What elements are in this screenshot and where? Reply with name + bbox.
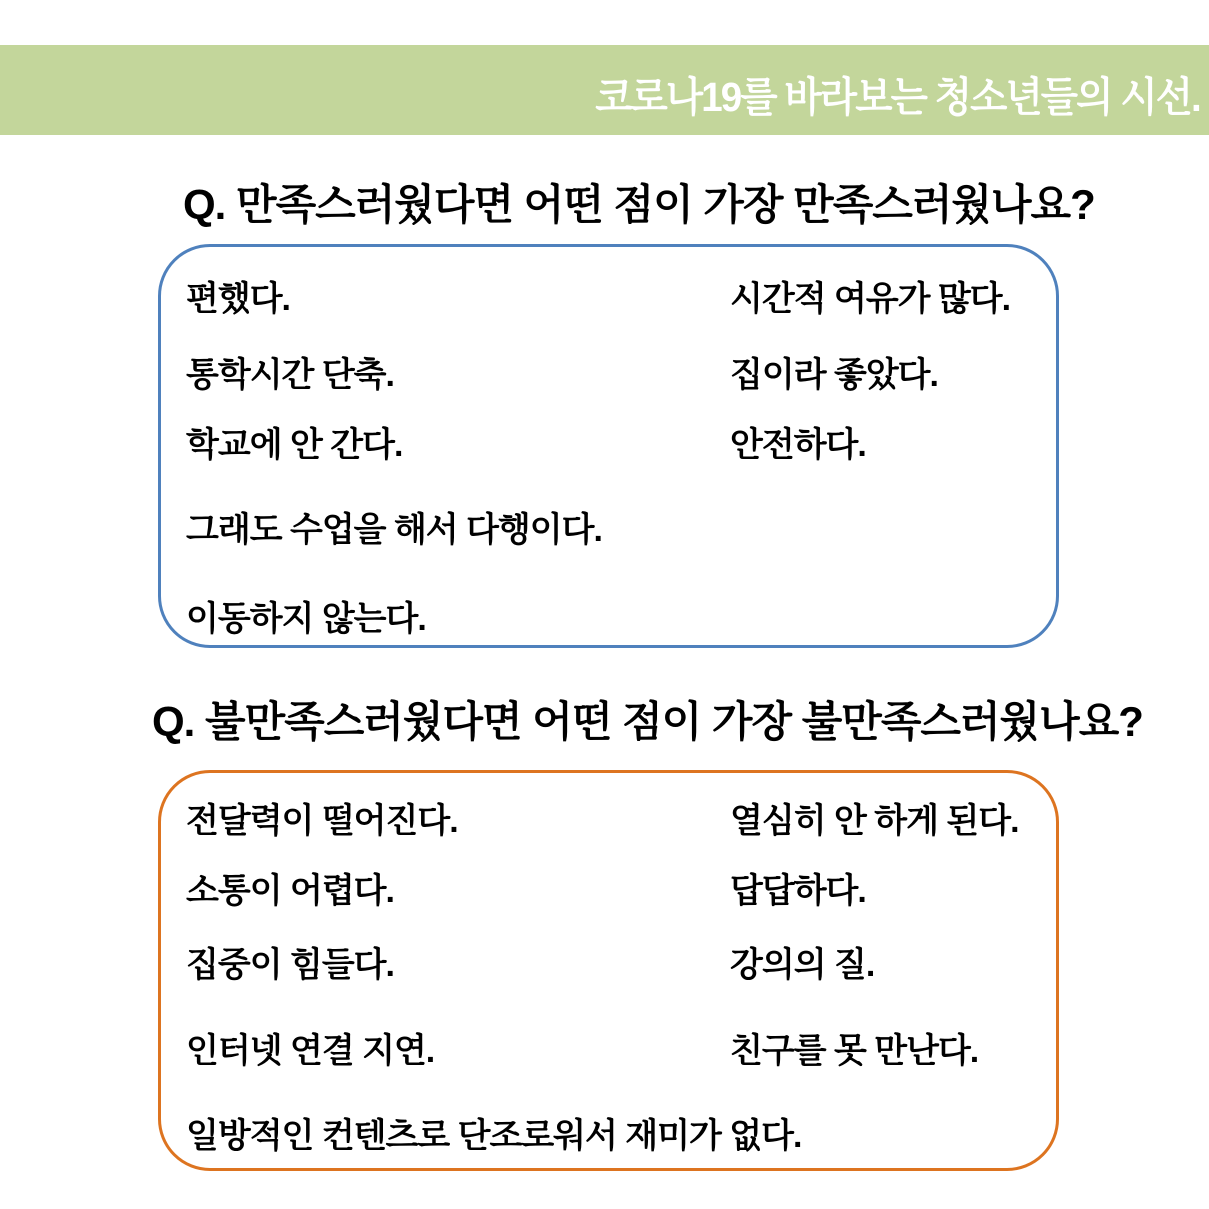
answer-dissatisfied: 답답하다.	[730, 872, 866, 910]
answer-satisfied: 학교에 안 간다.	[186, 426, 403, 464]
answer-dissatisfied: 집중이 힘들다.	[186, 946, 394, 984]
header-band	[0, 45, 1209, 135]
answer-satisfied: 통학시간 단축.	[186, 356, 394, 394]
answer-dissatisfied: 강의의 질.	[730, 946, 875, 984]
answer-satisfied: 시간적 여유가 많다.	[730, 280, 1011, 318]
dissatisfied-answers-box	[158, 770, 1059, 1171]
answer-satisfied: 이동하지 않는다.	[186, 600, 426, 638]
answer-satisfied: 안전하다.	[730, 426, 866, 464]
question-satisfied: Q. 만족스러웠다면 어떤 점이 가장 만족스러웠나요?	[183, 181, 1095, 228]
answer-satisfied: 편했다.	[186, 280, 290, 318]
answer-dissatisfied: 인터넷 연결 지연.	[186, 1032, 435, 1070]
answer-dissatisfied: 친구를 못 만난다.	[730, 1032, 979, 1070]
answer-satisfied: 그래도 수업을 해서 다행이다.	[186, 511, 602, 549]
answer-dissatisfied: 일방적인 컨텐츠로 단조로워서 재미가 없다.	[186, 1117, 802, 1155]
page-title: 코로나19를 바라보는 청소년들의 시선.	[594, 73, 1200, 120]
answer-dissatisfied: 소통이 어렵다.	[186, 872, 394, 910]
question-dissatisfied: Q. 불만족스러웠다면 어떤 점이 가장 불만족스러웠나요?	[152, 698, 1143, 745]
satisfied-answers-box	[158, 244, 1059, 648]
answer-dissatisfied: 전달력이 떨어진다.	[186, 802, 458, 840]
answer-satisfied: 집이라 좋았다.	[730, 356, 938, 394]
answer-dissatisfied: 열심히 안 하게 된다.	[730, 802, 1019, 840]
